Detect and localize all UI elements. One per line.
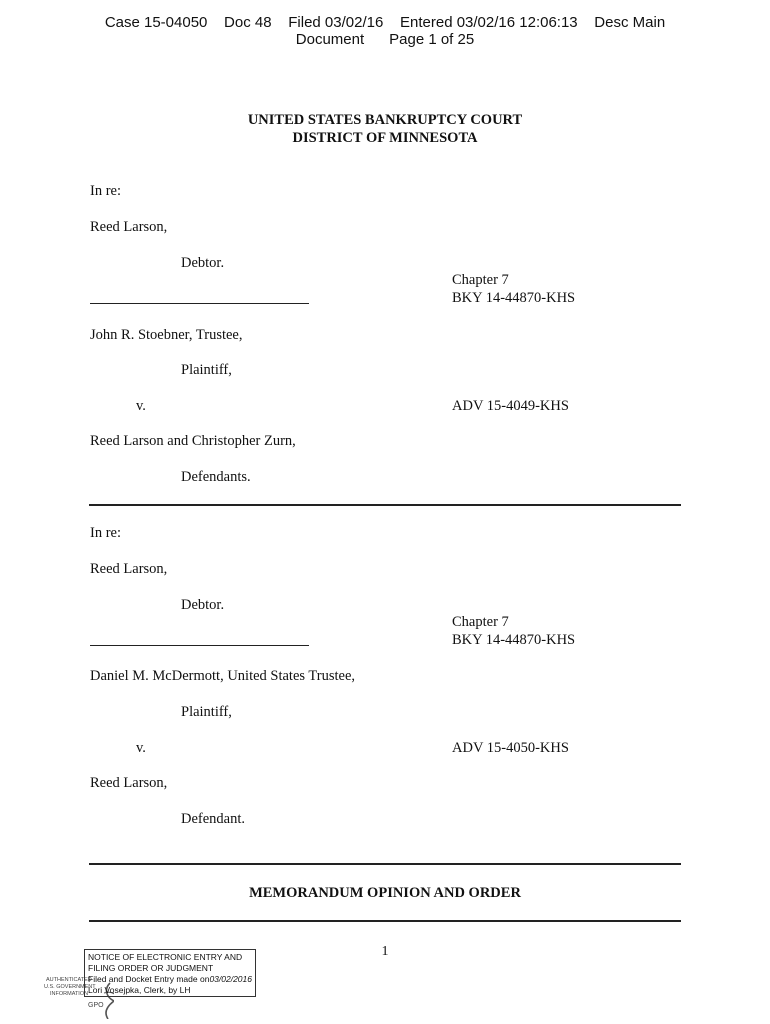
chapter-label: Chapter 7 xyxy=(452,272,509,288)
plaintiff-name: John R. Stoebner, Trustee, xyxy=(90,327,243,343)
seal-text-line4: GPO xyxy=(88,1002,104,1009)
defendant-role: Defendant. xyxy=(181,811,246,827)
notice-line2: FILING ORDER OR JUDGMENT xyxy=(88,963,214,973)
court-district: DISTRICT OF MINNESOTA xyxy=(292,130,478,146)
plaintiff-role: Plaintiff, xyxy=(181,704,232,720)
notice-line3: Filed and Docket Entry made on xyxy=(88,974,210,984)
docket-header-line2: Document Page 1 of 25 xyxy=(295,31,475,48)
versus-label: v. xyxy=(136,398,146,414)
debtor-role: Debtor. xyxy=(181,597,225,613)
seal-text-line2: U.S. GOVERNMENT xyxy=(44,984,96,990)
debtor-role: Debtor. xyxy=(181,255,225,271)
bky-number: BKY 14-44870-KHS xyxy=(452,632,576,648)
caption-underline xyxy=(90,303,309,304)
electronic-entry-notice xyxy=(84,949,256,997)
court-name: UNITED STATES BANKRUPTCY COURT xyxy=(247,112,523,128)
section-divider xyxy=(89,504,681,506)
plaintiff-role: Plaintiff, xyxy=(181,362,232,378)
adv-number: ADV 15-4050-KHS xyxy=(452,740,569,756)
section-divider xyxy=(89,863,681,865)
adv-number: ADV 15-4049-KHS xyxy=(452,398,569,414)
docket-header-line1: Case 15-04050 Doc 48 Filed 03/02/16 Entered 03/02/16 12:06:13 Desc Main xyxy=(104,14,666,31)
seal-text-line3: INFORMATION xyxy=(50,991,89,997)
defendant-role: Defendants. xyxy=(181,469,251,485)
notice-date: 03/02/2016 xyxy=(209,974,252,984)
notice-line4: Lori Vosejpka, Clerk, by LH xyxy=(88,985,191,995)
seal-text-line1: AUTHENTICATED xyxy=(46,977,92,983)
chapter-label: Chapter 7 xyxy=(452,614,509,630)
section-divider xyxy=(89,920,681,922)
in-re-label: In re: xyxy=(90,183,121,199)
defendant-name: Reed Larson, xyxy=(90,775,168,791)
versus-label: v. xyxy=(136,740,146,756)
page-number: 1 xyxy=(381,944,389,959)
document-title: MEMORANDUM OPINION AND ORDER xyxy=(249,885,521,901)
caption-underline xyxy=(90,645,309,646)
debtor-name: Reed Larson, xyxy=(90,219,168,235)
in-re-label: In re: xyxy=(90,525,121,541)
defendant-name: Reed Larson and Christopher Zurn, xyxy=(90,433,296,449)
bky-number: BKY 14-44870-KHS xyxy=(452,290,576,306)
debtor-name: Reed Larson, xyxy=(90,561,168,577)
notice-line1: NOTICE OF ELECTRONIC ENTRY AND xyxy=(88,952,243,962)
plaintiff-name: Daniel M. McDermott, United States Trustee, xyxy=(90,668,356,684)
